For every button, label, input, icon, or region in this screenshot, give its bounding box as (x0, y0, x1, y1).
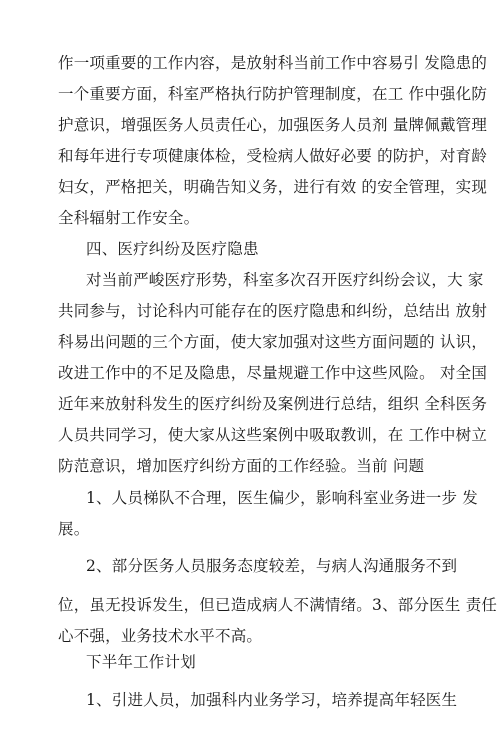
paragraph-line: 改进工作中的不足及隐患，尽量规避工作中这些风险。 对全国 (58, 364, 488, 382)
paragraph-line: 妇女，严格把关，明确告知义务，进行有效 的安全管理，实现 (58, 178, 488, 196)
paragraph-line: 对当前严峻医疗形势，科室多次召开医疗纠纷会议，大 家 (86, 271, 484, 289)
paragraph-line: 防范意识，增加医疗纠纷方面的工作经验。当前 问题 (58, 457, 425, 475)
paragraph-line: 护意识，增强医务人员责任心，加强医务人员剂 量牌佩戴管理 (58, 116, 488, 134)
paragraph-line: 科易出问题的三个方面，使大家加强对这些方面问题的 认识， (58, 333, 488, 351)
paragraph-line: 全科辐射工作安全。 (58, 209, 200, 227)
list-item-line: 展。 (58, 520, 90, 538)
list-item-line: 2、部分医务人员服务态度较差，与病人沟通服务不到 (86, 557, 458, 575)
paragraph-line: 共同参与，讨论科内可能存在的医疗隐患和纠纷，总结出 放射 (58, 302, 488, 320)
list-item-line: 1、人员梯队不合理，医生偏少，影响科室业务进一步 发 (86, 489, 478, 507)
list-item-line: 1、引进人员，加强科内业务学习，培养提高年轻医生 (86, 691, 458, 709)
paragraph-line: 人员共同学习，使大家从这些案例中吸取教训，在 工作中树立 (58, 426, 488, 444)
paragraph-line: 和每年进行专项健康体检，受检病人做好必要 的防护，对育龄 (58, 147, 488, 165)
section-heading: 四、医疗纠纷及医疗隐患 (86, 240, 259, 258)
paragraph-line: 作一项重要的工作内容，是放射科当前工作中容易引 发隐患的 (58, 54, 488, 72)
section-heading: 下半年工作计划 (86, 653, 196, 671)
list-item-line: 心不强，业务技术水平不高。 (58, 627, 263, 645)
list-item-line: 位，虽无投诉发生，但已造成病人不满情绪。3、部分医生 责任 (58, 596, 498, 614)
paragraph-line: 一个重要方面，科室严格执行防护管理制度，在工 作中强化防 (58, 85, 488, 103)
paragraph-line: 近年来放射科发生的医疗纠纷及案例进行总结，组织 全科医务 (58, 395, 488, 413)
